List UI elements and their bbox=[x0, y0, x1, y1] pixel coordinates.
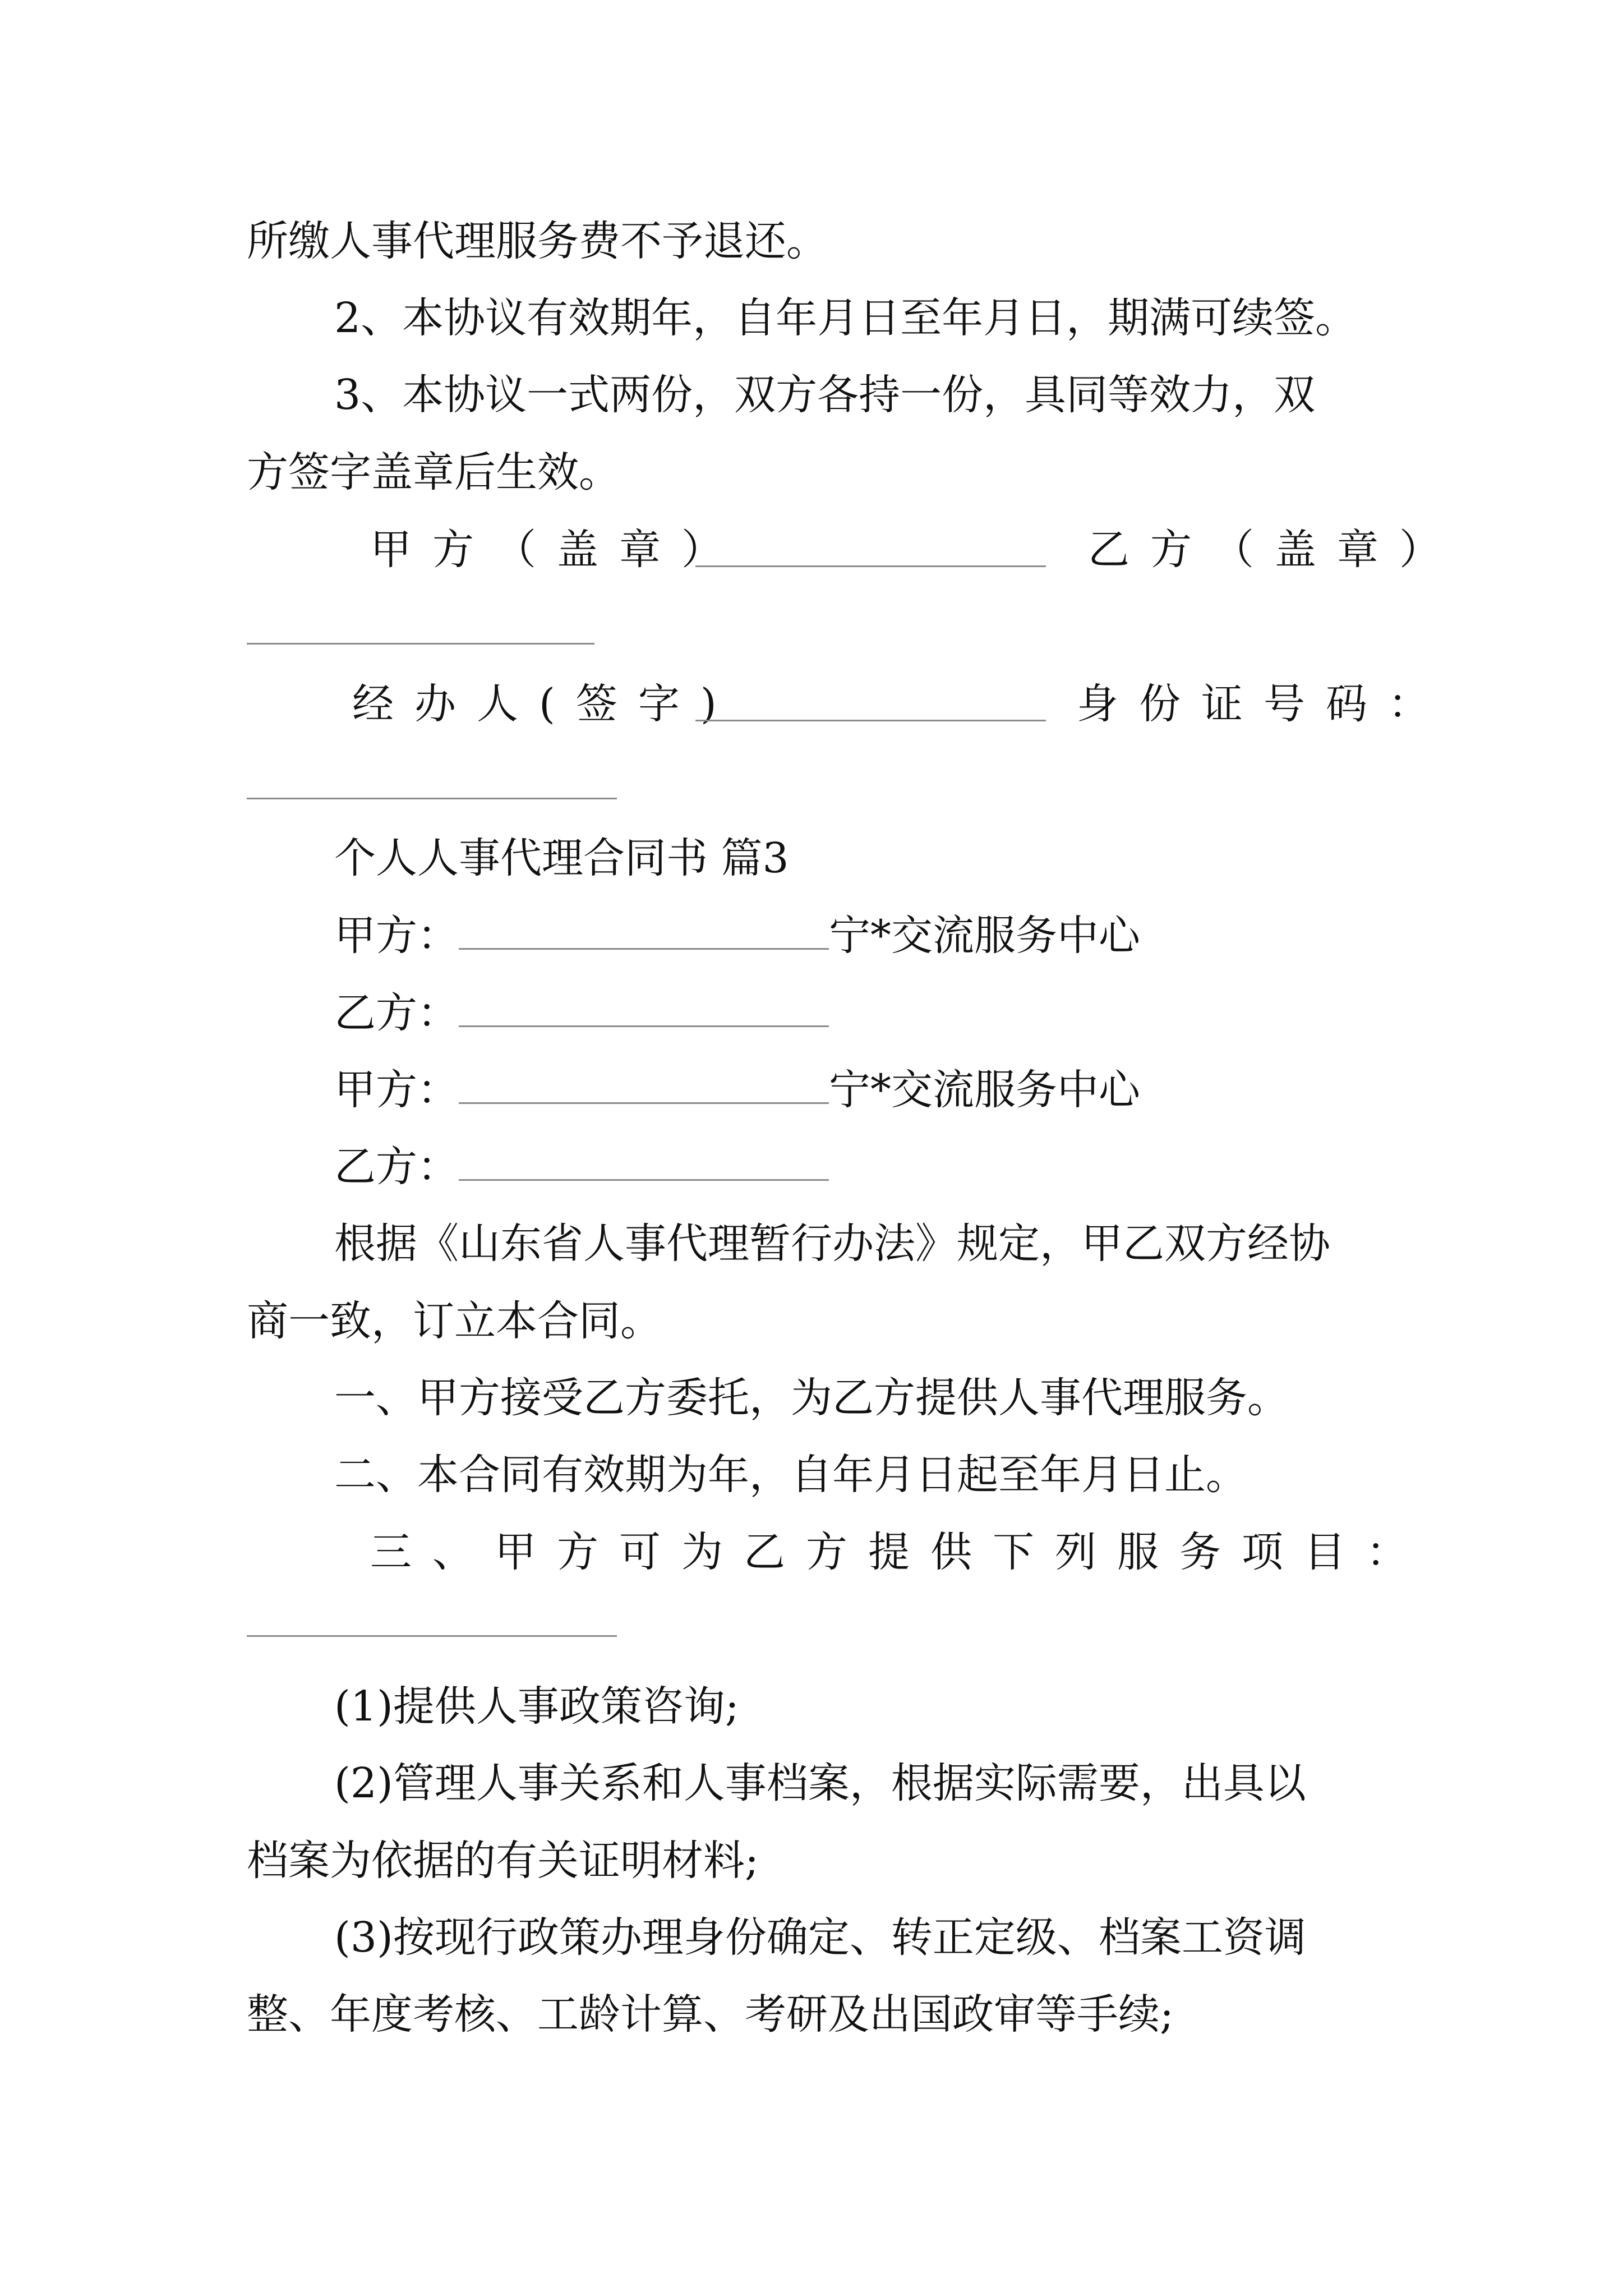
party-a-label: 甲方： bbox=[334, 1066, 459, 1114]
fill-in-blank bbox=[459, 1145, 829, 1181]
party-b-line bbox=[334, 985, 829, 1041]
handler-signature-label: 经办人(签字) bbox=[352, 680, 737, 728]
party-b-label: 乙方： bbox=[334, 989, 459, 1037]
list-item: (2)管理人事关系和人事档案，根据实际需要，出具以 bbox=[334, 1759, 1306, 1807]
party-a-label: 甲方： bbox=[334, 912, 459, 960]
list-item: (1)提供人事政策咨询; bbox=[334, 1682, 739, 1731]
party-b-label: 乙方： bbox=[334, 1143, 459, 1191]
list-item: (3)按现行政策办理身份确定、转正定级、档案工资调 bbox=[334, 1913, 1306, 1962]
paragraph-line: 3、本协议一式两份，双方各持一份，具同等效力，双 bbox=[334, 371, 1316, 419]
paragraph-line: 2、本协议有效期年，自年月日至年月日，期满可续签。 bbox=[334, 294, 1357, 342]
party-b-seal-label: 乙方（盖章） bbox=[1088, 526, 1461, 574]
party-a-line bbox=[334, 1062, 1140, 1118]
fill-in-blank bbox=[459, 1069, 829, 1104]
party-a-org: 宁*交流服务中心 bbox=[829, 1066, 1140, 1114]
id-number-label: 身份证号码： bbox=[1077, 680, 1450, 728]
section-title: 个人人事代理合同书 篇3 bbox=[334, 834, 789, 882]
paragraph-line: 商一致，订立本合同。 bbox=[247, 1297, 662, 1345]
clause-3: 三、甲方可为乙方提供下列服务项目： bbox=[370, 1528, 1428, 1576]
fill-in-blank bbox=[459, 992, 829, 1027]
party-b-line bbox=[334, 1139, 829, 1195]
signature-line bbox=[695, 565, 1046, 567]
list-item-continuation: 档案为依据的有关证明材料; bbox=[247, 1837, 759, 1885]
paragraph-line: 所缴人事代理服务费不予退还。 bbox=[247, 217, 828, 265]
fill-in-blank bbox=[459, 914, 829, 950]
paragraph-line: 方签字盖章后生效。 bbox=[247, 448, 620, 496]
list-item-continuation: 整、年度考核、工龄计算、考研及出国政审等手续; bbox=[247, 1990, 1174, 2039]
clause-2: 二、本合同有效期为年，自年月日起至年月日止。 bbox=[334, 1451, 1247, 1499]
party-a-line bbox=[334, 908, 1140, 964]
party-a-org: 宁*交流服务中心 bbox=[829, 912, 1140, 960]
fill-in-line bbox=[247, 1635, 617, 1637]
paragraph-line: 根据《山东省人事代理暂行办法》规定，甲乙双方经协 bbox=[334, 1220, 1330, 1268]
signature-line bbox=[247, 798, 617, 799]
party-a-seal-label: 甲方（盖章） bbox=[370, 526, 744, 574]
signature-line bbox=[247, 643, 594, 645]
signature-line bbox=[695, 720, 1046, 721]
clause-1: 一、甲方接受乙方委托，为乙方提供人事代理服务。 bbox=[334, 1374, 1289, 1422]
